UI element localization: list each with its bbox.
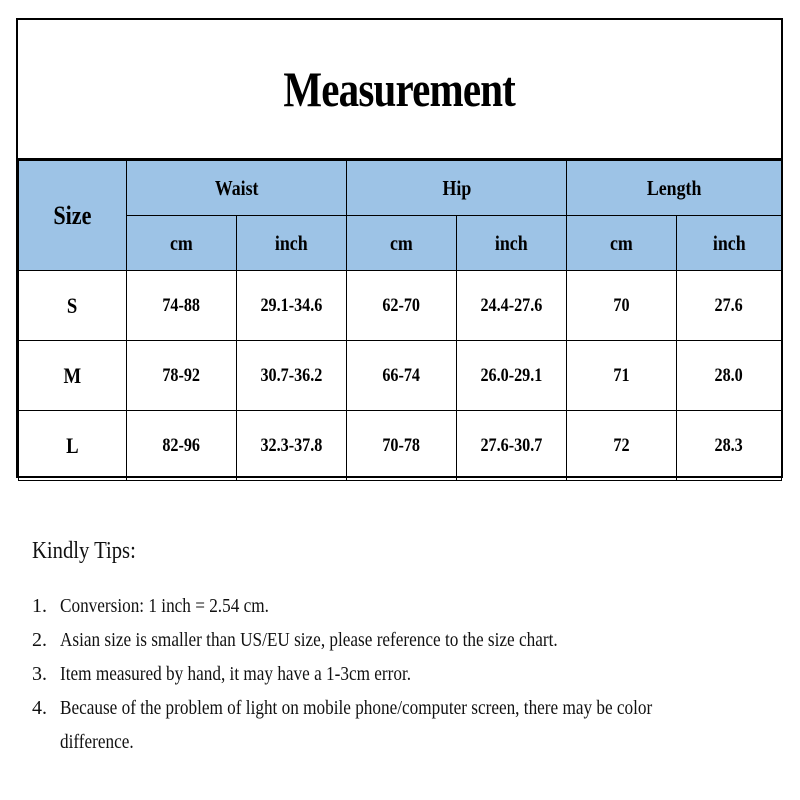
table-row: [19, 271, 782, 341]
title-box: [18, 20, 781, 160]
size-cell: S: [19, 271, 127, 341]
table-cell: 29.1-34.6: [237, 271, 347, 341]
size-cell: M: [19, 341, 127, 411]
table-cell: 71: [567, 341, 677, 411]
table-cell: 32.3-37.8: [237, 411, 347, 481]
table-cell: 27.6: [677, 271, 782, 341]
table-row: [19, 341, 782, 411]
unit-header: cm: [347, 216, 457, 271]
table-cell: 70: [567, 271, 677, 341]
unit-header: inch: [677, 216, 782, 271]
table-cell: 72: [567, 411, 677, 481]
group-header-waist: Waist: [127, 161, 347, 216]
group-header-hip: Hip: [347, 161, 567, 216]
table-cell: 27.6-30.7: [457, 411, 567, 481]
tip-item: [32, 589, 772, 623]
tip-number: 3.: [32, 663, 47, 685]
tip-number: 1.: [32, 595, 47, 617]
tip-text: Conversion: 1 inch = 2.54 cm.: [60, 595, 269, 617]
tips-list: [32, 589, 772, 759]
tip-number: 4.: [32, 697, 47, 719]
size-table: [18, 160, 782, 481]
size-column-header: Size: [19, 161, 127, 271]
unit-header: inch: [237, 216, 347, 271]
page-title: Measurement: [283, 61, 516, 117]
table-cell: 26.0-29.1: [457, 341, 567, 411]
table-cell: 28.3: [677, 411, 782, 481]
table-cell: 28.0: [677, 341, 782, 411]
tip-item: [32, 657, 772, 691]
tips-section: [32, 538, 772, 759]
size-chart-frame: [16, 18, 783, 478]
size-cell: L: [19, 411, 127, 481]
tip-text: Asian size is smaller than US/EU size, please reference to the size chart.: [60, 629, 558, 651]
table-cell: 62-70: [347, 271, 457, 341]
tip-text: Item measured by hand, it may have a 1-3cm error.: [60, 663, 412, 685]
group-header-length: Length: [567, 161, 782, 216]
unit-header: cm: [567, 216, 677, 271]
unit-header: cm: [127, 216, 237, 271]
table-cell: 66-74: [347, 341, 457, 411]
table-cell: 30.7-36.2: [237, 341, 347, 411]
table-cell: 78-92: [127, 341, 237, 411]
table-row: [19, 411, 782, 481]
table-header-row: [19, 161, 782, 216]
table-cell: 24.4-27.6: [457, 271, 567, 341]
tip-item: [32, 691, 772, 759]
tip-item: [32, 623, 772, 657]
tip-number: 2.: [32, 629, 47, 651]
unit-header: inch: [457, 216, 567, 271]
table-unit-row: [19, 216, 782, 271]
table-cell: 74-88: [127, 271, 237, 341]
table-cell: 82-96: [127, 411, 237, 481]
tip-text: Because of the problem of light on mobile phone/computer screen, there may be color difference.: [60, 697, 653, 753]
table-cell: 70-78: [347, 411, 457, 481]
tips-heading: Kindly Tips:: [32, 538, 136, 564]
